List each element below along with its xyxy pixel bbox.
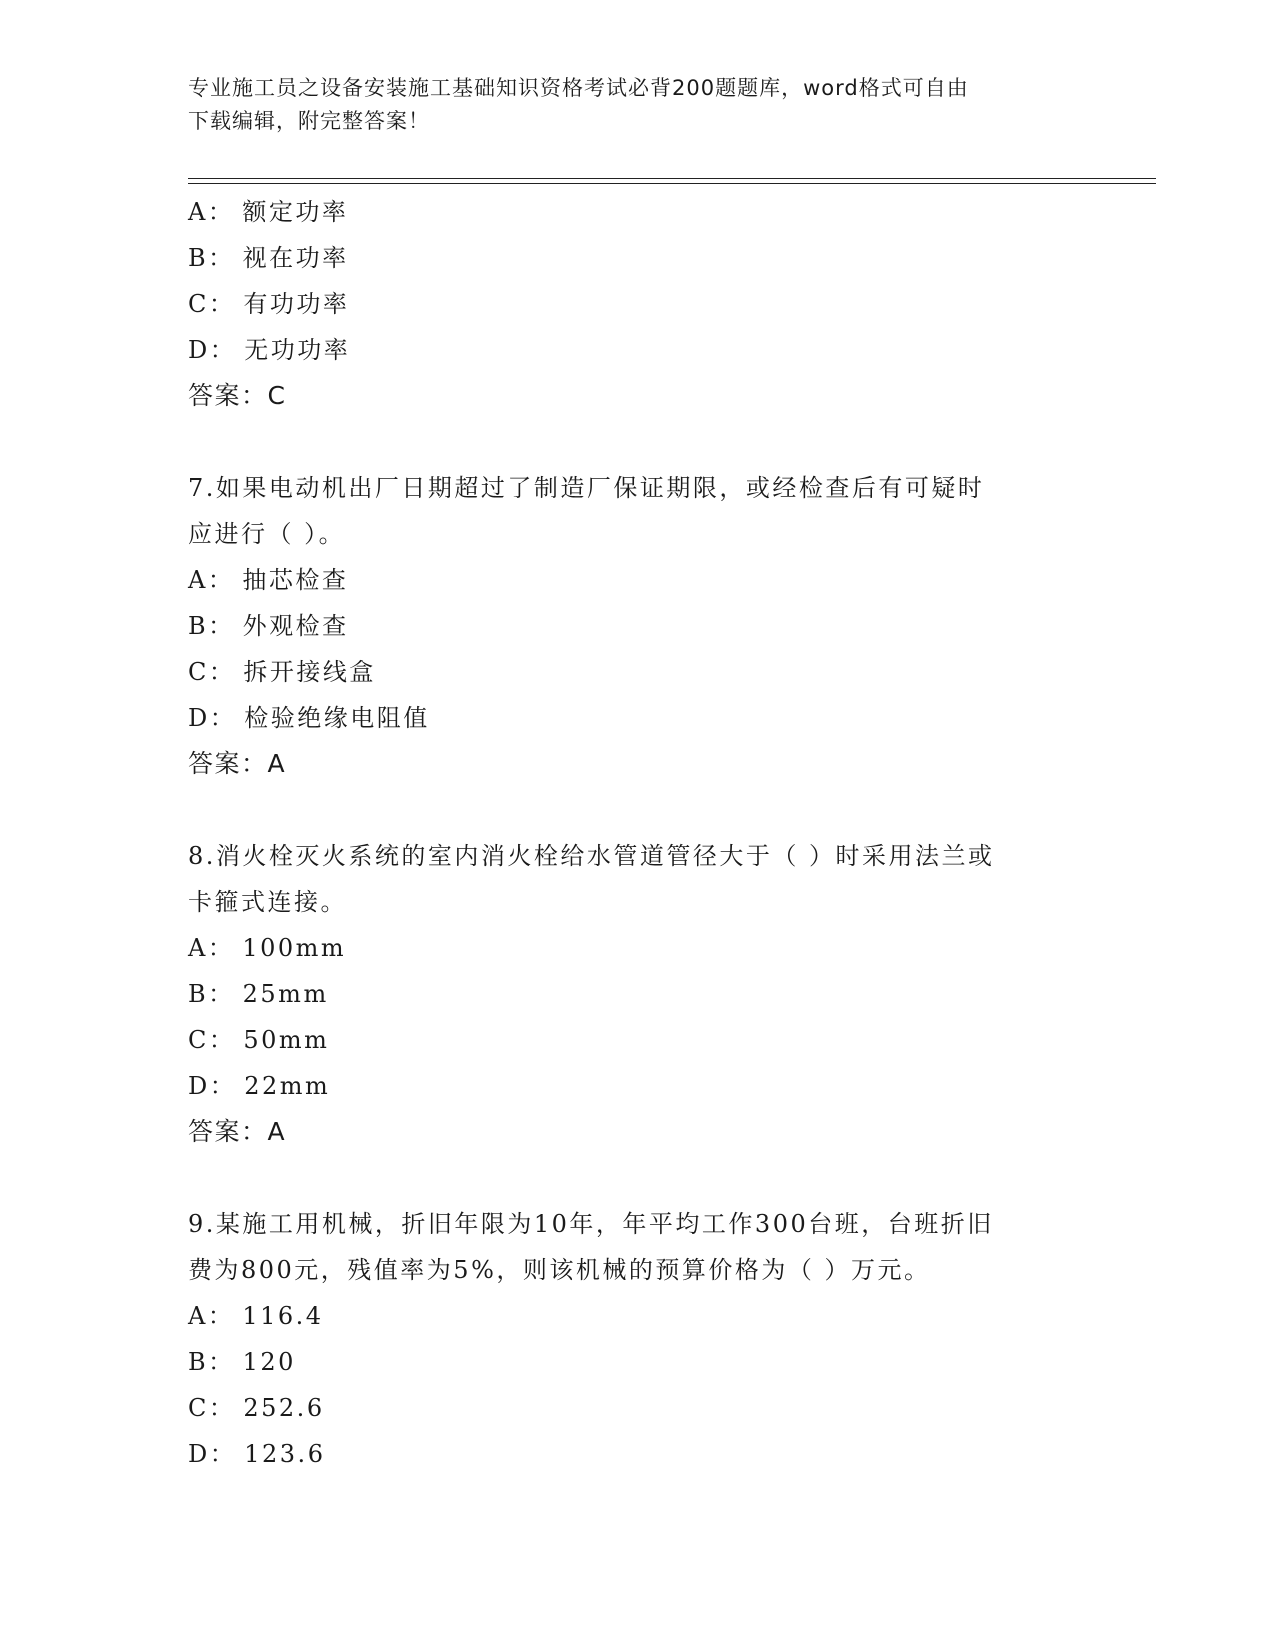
option-d bbox=[188, 695, 1088, 741]
option-text: 外观检查 bbox=[242, 612, 349, 640]
option-text: 有功功率 bbox=[243, 290, 350, 318]
question-7 bbox=[188, 465, 1088, 787]
option-label: B： bbox=[188, 612, 235, 640]
option-label: A： bbox=[188, 1302, 235, 1330]
spacer bbox=[188, 787, 1088, 833]
option-b bbox=[188, 603, 1088, 649]
option-a bbox=[188, 189, 1088, 235]
option-a bbox=[188, 557, 1088, 603]
option-d bbox=[188, 1063, 1088, 1109]
option-text: 检验绝缘电阻值 bbox=[244, 704, 430, 732]
question-9 bbox=[188, 1201, 1088, 1477]
option-label: C： bbox=[188, 1394, 236, 1422]
question-stem-line-2: 费为800元，残值率为5%，则该机械的预算价格为（ ）万元。 bbox=[188, 1256, 931, 1284]
option-text: 25mm bbox=[242, 980, 329, 1008]
option-c bbox=[188, 1017, 1088, 1063]
option-a bbox=[188, 1293, 1088, 1339]
option-label: B： bbox=[188, 980, 235, 1008]
header-title-line-2: 下载编辑，附完整答案！ bbox=[188, 109, 430, 133]
option-text: 视在功率 bbox=[242, 244, 349, 272]
option-label: D： bbox=[188, 1440, 237, 1468]
option-label: A： bbox=[188, 934, 235, 962]
header-rule-top bbox=[188, 178, 1156, 179]
option-label: B： bbox=[188, 1348, 235, 1376]
spacer bbox=[188, 1155, 1088, 1201]
option-label: D： bbox=[188, 1072, 237, 1100]
option-text: 50mm bbox=[243, 1026, 330, 1054]
answer: 答案：A bbox=[188, 1117, 287, 1146]
option-text: 252.6 bbox=[243, 1394, 325, 1422]
option-label: C： bbox=[188, 1026, 236, 1054]
header-title-line-1: 专业施工员之设备安装施工基础知识资格考试必背200题题库，word格式可自由 bbox=[188, 76, 969, 100]
option-c bbox=[188, 281, 1088, 327]
option-d bbox=[188, 327, 1088, 373]
answer: 答案：A bbox=[188, 749, 287, 778]
question-stem-line-1: 7.如果电动机出厂日期超过了制造厂保证期限，或经检查后有可疑时 bbox=[188, 474, 985, 502]
option-label: C： bbox=[188, 658, 236, 686]
option-label: C： bbox=[188, 290, 236, 318]
spacer bbox=[188, 419, 1088, 465]
option-text: 拆开接线盒 bbox=[243, 658, 376, 686]
option-c bbox=[188, 649, 1088, 695]
question-stem bbox=[188, 465, 1068, 557]
document-body bbox=[188, 189, 1088, 1477]
question-stem-line-1: 8.消火栓灭火系统的室内消火栓给水管道管径大于（ ）时采用法兰或 bbox=[188, 842, 995, 870]
option-text: 无功功率 bbox=[244, 336, 351, 364]
question-8 bbox=[188, 833, 1088, 1155]
option-text: 120 bbox=[242, 1348, 296, 1376]
option-text: 额定功率 bbox=[242, 198, 349, 226]
option-b bbox=[188, 971, 1088, 1017]
question-stem bbox=[188, 833, 1068, 925]
option-label: A： bbox=[188, 566, 235, 594]
option-text: 22mm bbox=[244, 1072, 331, 1100]
question-stem-line-2: 应进行（ ）。 bbox=[188, 520, 346, 548]
question-stem-line-2: 卡箍式连接。 bbox=[188, 888, 347, 916]
option-d bbox=[188, 1431, 1088, 1477]
question-stem-line-1: 9.某施工用机械，折旧年限为10年，年平均工作300台班，台班折旧 bbox=[188, 1210, 994, 1238]
option-c bbox=[188, 1385, 1088, 1431]
option-label: D： bbox=[188, 704, 237, 732]
option-text: 抽芯检查 bbox=[242, 566, 349, 594]
question-stem bbox=[188, 1201, 1068, 1293]
option-label: A： bbox=[188, 198, 235, 226]
question-6-options bbox=[188, 189, 1088, 419]
option-b bbox=[188, 235, 1088, 281]
option-text: 116.4 bbox=[242, 1302, 324, 1330]
option-a bbox=[188, 925, 1088, 971]
option-text: 123.6 bbox=[244, 1440, 326, 1468]
option-label: B： bbox=[188, 244, 235, 272]
document-header bbox=[188, 72, 1068, 138]
option-text: 100mm bbox=[242, 934, 347, 962]
option-label: D： bbox=[188, 336, 237, 364]
answer: 答案：C bbox=[188, 381, 287, 410]
option-b bbox=[188, 1339, 1088, 1385]
header-rule-bottom bbox=[188, 183, 1156, 184]
